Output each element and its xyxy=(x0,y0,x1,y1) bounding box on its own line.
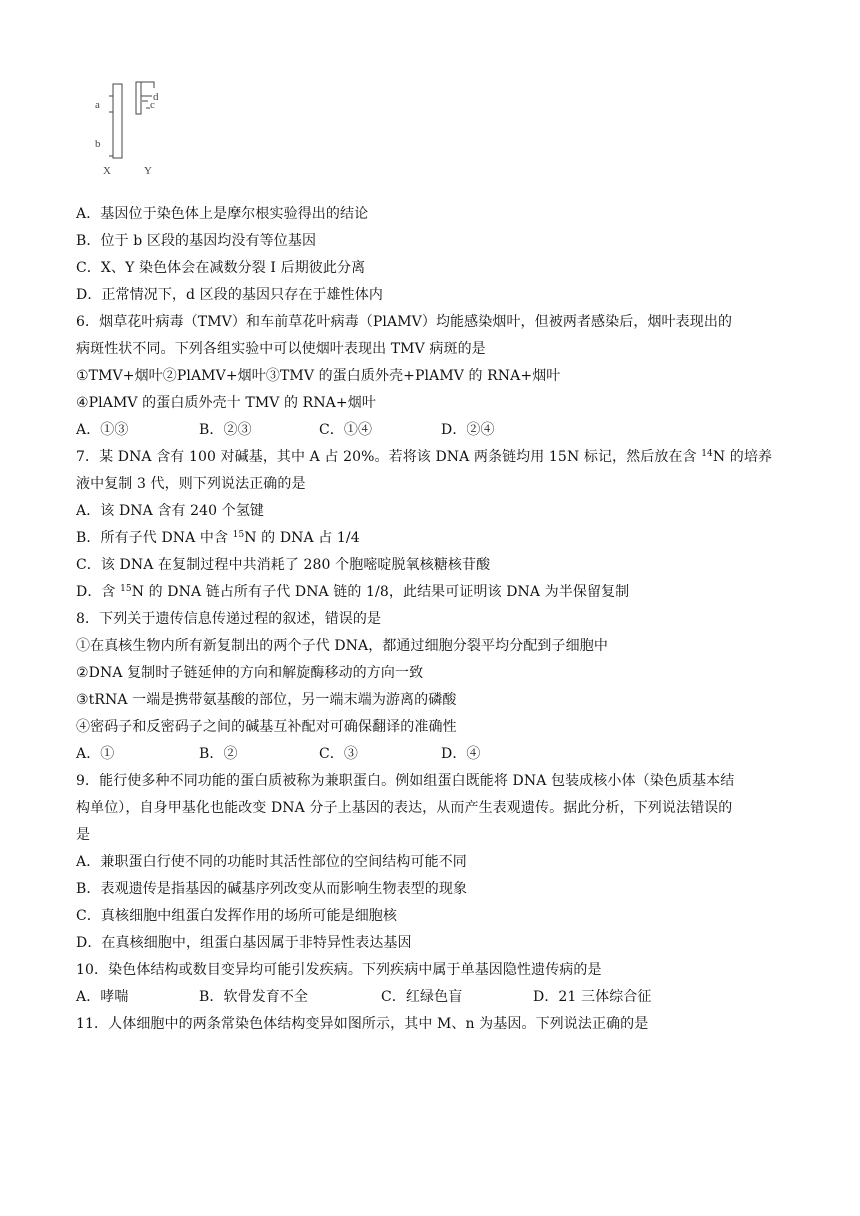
q8-option-a: A．① xyxy=(76,746,115,762)
q10-option-a: A．哮喘 xyxy=(76,989,129,1005)
q6-option-b: B．②③ xyxy=(199,422,252,438)
q9-stem-line-2: 构单位），自身甲基化也能改变 DNA 分子上基因的表达，从而产生表观遗传。据此分析，下列说法错误的 xyxy=(76,800,733,816)
label-x: X xyxy=(103,165,111,177)
q7-stem-line-2: 液中复制 3 代，则下列说法正确的是 xyxy=(76,476,306,492)
q10-options xyxy=(76,988,652,1006)
label-d: d xyxy=(153,91,159,103)
q9-option-a: A．兼职蛋白行使不同的功能时其活性部位的空间结构可能不同 xyxy=(76,854,467,870)
q6-stem-line-1: 6．烟草花叶病毒（TMV）和车前草花叶病毒（PlAMV）均能感染烟叶，但被两者感染后，烟叶表现出的 xyxy=(76,314,733,330)
q5-option-d: D．正常情况下，d 区段的基因只存在于雄性体内 xyxy=(76,287,383,303)
label-y: Y xyxy=(144,165,152,177)
q8-option-d: D．④ xyxy=(441,746,481,762)
q9-stem-line-3: 是 xyxy=(76,827,91,843)
q10-option-c: C．红绿色盲 xyxy=(381,989,463,1005)
q6-options xyxy=(76,421,495,439)
q11-stem: 11．人体细胞中的两条常染色体结构变异如图所示，其中 M、n 为基因。下列说法正确的是 xyxy=(76,1016,649,1032)
q5-option-c: C．X、Y 染色体会在减数分裂 I 后期彼此分离 xyxy=(76,260,366,276)
q7-stem-line-1: 7．某 DNA 含有 100 对碱基，其中 A 占 20%。若将该 DNA 两条链均用 15N 标记，然后放在含 $^{14}$N 的培养 xyxy=(76,449,773,465)
q7-option-b: B．所有子代 DNA 中含 $^{15}$N 的 DNA 占 1/4 xyxy=(76,530,360,546)
q9-stem-line-1: 9．能行使多种不同功能的蛋白质被称为兼职蛋白。例如组蛋白既能将 DNA 包装成核小体（染色质基本结 xyxy=(76,773,735,789)
q6-item-line-1: ①TMV+烟叶②PlAMV+烟叶③TMV 的蛋白质外壳+PlAMV 的 RNA+烟叶 xyxy=(76,368,561,384)
xy-chromosome-diagram xyxy=(86,78,186,178)
q6-item-line-2: ④PlAMV 的蛋白质外壳十 TMV 的 RNA+烟叶 xyxy=(76,395,376,411)
q9-option-b: B．表观遗传是指基因的碱基序列改变从而影响生物表型的现象 xyxy=(76,881,468,897)
q8-option-c: C．③ xyxy=(319,746,359,762)
q10-stem: 10．染色体结构或数目变异均可能引发疾病。下列疾病中属于单基因隐性遗传病的是 xyxy=(76,962,602,978)
q6-option-c: C．①④ xyxy=(319,422,373,438)
q10-option-b: B．软骨发育不全 xyxy=(199,989,309,1005)
q8-item-4: ④密码子和反密码子之间的碱基互补配对可确保翻译的准确性 xyxy=(76,719,457,735)
label-a: a xyxy=(95,99,100,111)
x-chromosome xyxy=(113,84,122,158)
q6-stem-line-2: 病斑性状不同。下列各组实验中可以使烟叶表现出 TMV 病斑的是 xyxy=(76,341,486,357)
y-chromosome xyxy=(136,82,141,114)
q6-option-a: A．①③ xyxy=(76,422,129,438)
q5-option-b: B．位于 b 区段的基因均没有等位基因 xyxy=(76,233,317,249)
q8-item-2: ②DNA 复制时子链延伸的方向和解旋酶移动的方向一致 xyxy=(76,665,424,681)
q8-item-1: ①在真核生物内所有新复制出的两个子代 DNA，都通过细胞分裂平均分配到子细胞中 xyxy=(76,638,608,654)
q9-option-d: D．在真核细胞中，组蛋白基因属于非特异性表达基因 xyxy=(76,935,412,951)
q9-option-c: C．真核细胞中组蛋白发挥作用的场所可能是细胞核 xyxy=(76,908,398,924)
q6-option-d: D．②④ xyxy=(441,422,495,438)
q5-option-a: A．基因位于染色体上是摩尔根实验得出的结论 xyxy=(76,206,369,222)
q8-item-3: ③tRNA 一端是携带氨基酸的部位，另一端末端为游离的磷酸 xyxy=(76,692,457,708)
q8-stem: 8．下列关于遗传信息传递过程的叙述，错误的是 xyxy=(76,611,382,627)
q7-option-a: A．该 DNA 含有 240 个氢键 xyxy=(76,503,265,519)
q7-option-d: D．含 $^{15}$N 的 DNA 链占所有子代 DNA 链的 1/8，此结果可证明该 DNA 为半保留复制 xyxy=(76,584,630,600)
q10-option-d: D．21 三体综合征 xyxy=(533,989,652,1005)
label-c: c xyxy=(150,99,155,111)
q8-option-b: B．② xyxy=(199,746,238,762)
label-b: b xyxy=(95,138,101,150)
q8-options xyxy=(76,745,481,763)
q7-option-c: C．该 DNA 在复制过程中共消耗了 280 个胞嘧啶脱氧核糖核苷酸 xyxy=(76,557,491,573)
